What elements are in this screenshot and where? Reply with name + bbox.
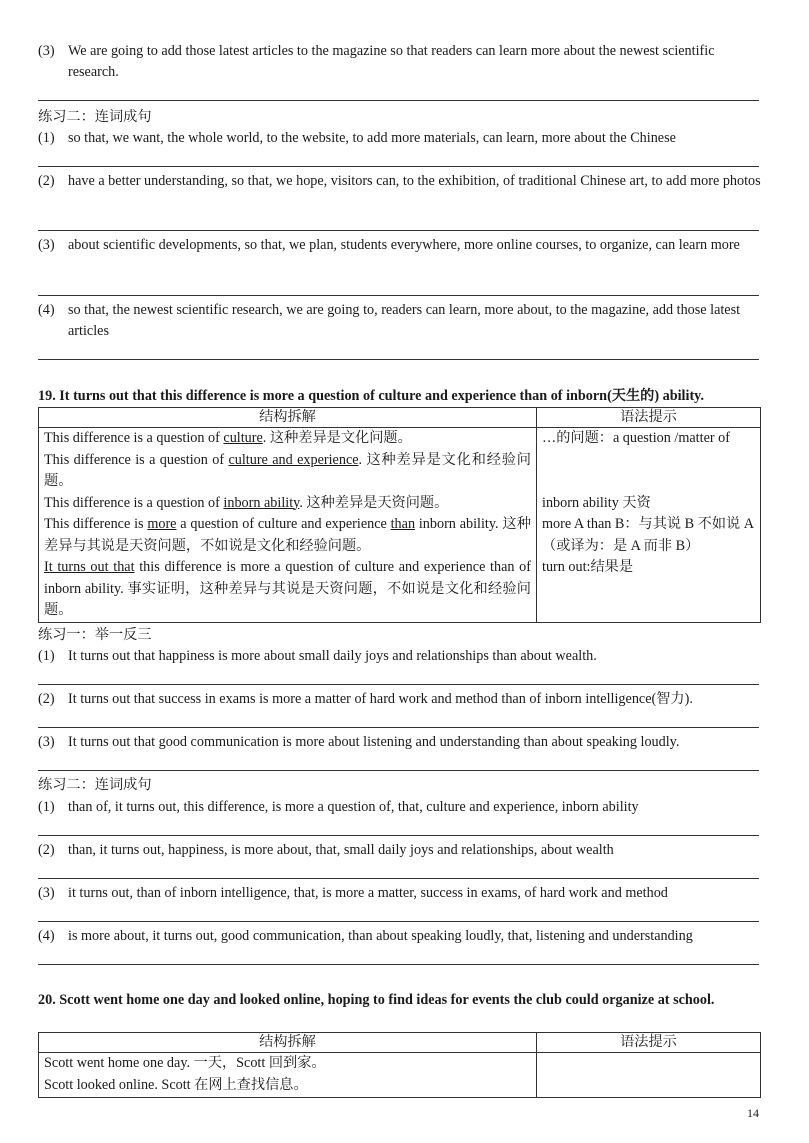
- structure-line: This difference is a question of culture and experience. 这种差异是文化和经验问题。: [44, 451, 531, 489]
- practice-title: 练习二：连词成句: [38, 777, 152, 793]
- answer-line: [38, 964, 759, 965]
- grammar-cell: [537, 1053, 761, 1098]
- table-header-grammar: 语法提示: [537, 408, 761, 428]
- item-text: It turns out that success in exams is more a matter of hard work and method than of inborn intelligence(智力).: [68, 691, 693, 707]
- practice-title: 练习二：连词成句: [38, 109, 152, 125]
- structure-cell: [39, 428, 537, 623]
- item-text: about scientific developments, so that, we plan, students everywhere, more online courses, to organize, can learn more: [68, 237, 740, 253]
- answer-line: [38, 835, 759, 836]
- grammar-hint: inborn ability 天资: [542, 494, 651, 511]
- practice-title: 练习一：举一反三: [38, 627, 152, 643]
- item-number: (4): [38, 928, 55, 944]
- grammar-hint: …的问题：a question /matter of: [542, 430, 730, 446]
- item-number: (1): [38, 799, 55, 815]
- answer-line: [38, 921, 759, 922]
- answer-line: [38, 230, 759, 231]
- item-number: (1): [38, 648, 55, 664]
- item-number: (3): [38, 734, 55, 750]
- item-text: than of, it turns out, this difference, is more a question of, that, culture and experience, inborn ability: [68, 799, 639, 815]
- structure-table: [38, 1032, 761, 1098]
- section-heading: 19. It turns out that this difference is more a question of culture and experience than of inborn(天生的) ability.: [38, 388, 705, 404]
- item-text: We are going to add those latest articles to the magazine so that readers can learn more about the newest scientific research.: [68, 43, 715, 80]
- structure-line: Scott went home one day. 一天，Scott 回到家。: [44, 1055, 326, 1071]
- section-heading: 20. Scott went home one day and looked online, hoping to find ideas for events the club could organize at school.: [38, 992, 715, 1008]
- item-number: (3): [38, 885, 55, 901]
- structure-line: It turns out that this difference is more a question of culture and experience than of inborn ability. 事实证明，这种差异与其说是天资问题，不如说是文化和经验问题。: [44, 559, 532, 618]
- structure-line: This difference is a question of culture. 这种差异是文化问题。: [44, 430, 412, 446]
- answer-line: [38, 770, 759, 771]
- item-number: (1): [38, 130, 55, 146]
- grammar-hint: more A than B：与其说 B 不如说 A（或译为：是 A 而非 B）: [542, 516, 755, 554]
- answer-line: [38, 727, 759, 728]
- table-header-structure: 结构拆解: [39, 408, 537, 428]
- structure-line: This difference is more a question of culture and experience than inborn ability. 这种差异与其说是天资问题，不如说是文化和经验问题。: [44, 516, 532, 554]
- item-number: (2): [38, 842, 55, 858]
- item-text: have a better understanding, so that, we hope, visitors can, to the exhibition, of traditional Chinese art, to add more photos: [68, 173, 761, 189]
- structure-line: Scott looked online. Scott 在网上查找信息。: [44, 1076, 308, 1093]
- item-number: (3): [38, 43, 55, 59]
- item-number: (2): [38, 691, 55, 707]
- item-text: It turns out that happiness is more about small daily joys and relationships than about wealth.: [68, 648, 597, 664]
- item-text: It turns out that good communication is more about listening and understanding than about speaking loudly.: [68, 734, 680, 750]
- answer-line: [38, 295, 759, 296]
- grammar-cell: [537, 428, 761, 623]
- structure-line: This difference is a question of inborn ability. 这种差异是天资问题。: [44, 494, 449, 511]
- item-text: it turns out, than of inborn intelligence, that, is more a matter, success in exams, of hard work and method: [68, 885, 668, 901]
- item-number: (2): [38, 173, 55, 189]
- item-number: (4): [38, 302, 55, 318]
- table-header-grammar: 语法提示: [537, 1033, 761, 1053]
- structure-cell: [39, 1053, 537, 1098]
- page-number: 14: [747, 1106, 759, 1120]
- answer-line: [38, 166, 759, 167]
- item-number: (3): [38, 237, 55, 253]
- item-text: than, it turns out, happiness, is more about, that, small daily joys and relationships, about wealth: [68, 842, 614, 858]
- answer-line: [38, 359, 759, 360]
- answer-line: [38, 100, 759, 101]
- item-text: so that, we want, the whole world, to the website, to add more materials, can learn, more about the Chinese: [68, 130, 676, 146]
- answer-line: [38, 684, 759, 685]
- grammar-hint: turn out:结果是: [542, 559, 634, 575]
- table-header-structure: 结构拆解: [39, 1033, 537, 1053]
- answer-line: [38, 878, 759, 879]
- item-text: is more about, it turns out, good communication, than about speaking loudly, that, listening and understanding: [68, 928, 693, 944]
- structure-table: [38, 407, 761, 623]
- item-text: so that, the newest scientific research, we are going to, readers can learn, more about, to the magazine, add those latest articles: [68, 302, 741, 339]
